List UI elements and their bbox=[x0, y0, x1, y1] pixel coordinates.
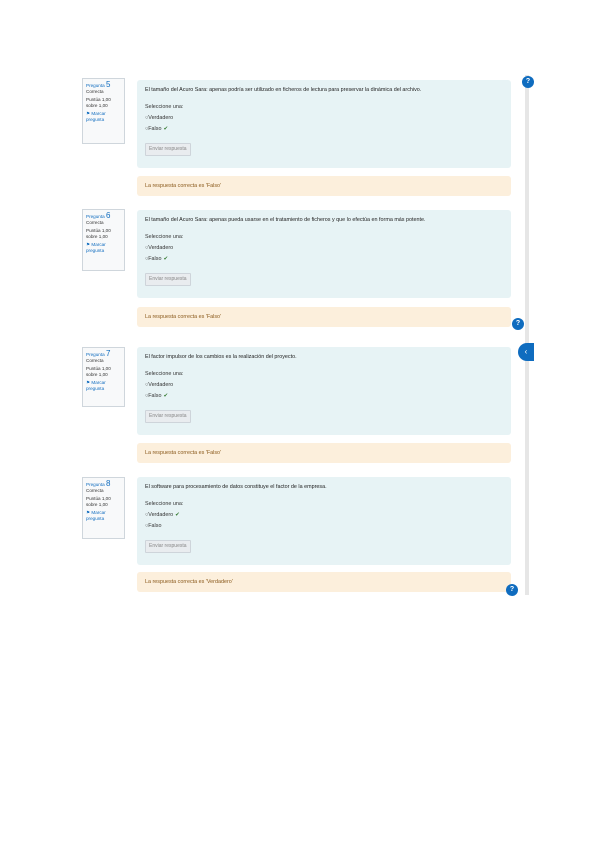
question-info bbox=[82, 209, 125, 271]
radio-icon: ○ bbox=[145, 256, 149, 262]
question-status: Correcta bbox=[86, 89, 104, 94]
flag-icon: ⚑ bbox=[86, 111, 91, 116]
question-score: Puntúa 1,00 sobre 1,00 bbox=[86, 228, 111, 239]
right-edge-strip bbox=[525, 75, 529, 595]
question-number: Pregunta 5 bbox=[86, 80, 111, 89]
question-status: Correcta bbox=[86, 488, 104, 493]
question-info bbox=[82, 347, 125, 407]
question-formulation bbox=[137, 210, 511, 298]
question-score: Puntúa 1,00 sobre 1,00 bbox=[86, 97, 111, 108]
drawer-toggle-button[interactable] bbox=[518, 343, 534, 361]
help-icon[interactable]: ? bbox=[522, 76, 534, 88]
submit-answer-button[interactable]: Enviar respuesta bbox=[145, 410, 191, 423]
question-text: El factor impulsor de los cambios es la realización del proyecto. bbox=[145, 354, 297, 360]
question-text: El software para procesamiento de datos constituye el factor de la empresa. bbox=[145, 484, 327, 490]
answer-prompt: Seleccione una: bbox=[145, 371, 184, 377]
flag-icon: ⚑ bbox=[86, 380, 91, 385]
answer-option-false[interactable]: ○Falso ✔ bbox=[145, 393, 168, 399]
question-formulation bbox=[137, 347, 511, 435]
question-score: Puntúa 1,00 sobre 1,00 bbox=[86, 366, 111, 377]
answer-option-true[interactable]: ○Verdadero ✔ bbox=[145, 512, 180, 518]
radio-icon: ○ bbox=[145, 126, 149, 132]
answer-prompt: Seleccione una: bbox=[145, 234, 184, 240]
question-info bbox=[82, 78, 125, 144]
flag-icon: ⚑ bbox=[86, 510, 91, 515]
radio-icon: ○ bbox=[145, 512, 149, 518]
help-icon[interactable]: ? bbox=[512, 318, 524, 330]
answer-prompt: Seleccione una: bbox=[145, 104, 184, 110]
question-score: Puntúa 1,00 sobre 1,00 bbox=[86, 496, 111, 507]
answer-option-false[interactable]: ○Falso ✔ bbox=[145, 256, 168, 262]
answer-option-true[interactable]: ○Verdadero bbox=[145, 115, 174, 121]
question-info bbox=[82, 477, 125, 539]
help-icon[interactable]: ? bbox=[506, 584, 518, 596]
question-status: Correcta bbox=[86, 358, 104, 363]
correct-answer-feedback: La respuesta correcta es 'Verdadero' bbox=[137, 572, 511, 592]
question-formulation bbox=[137, 80, 511, 168]
chevron-left-icon: ‹ bbox=[524, 347, 528, 356]
flag-question-link[interactable]: ⚑ Marcar pregunta bbox=[86, 242, 106, 253]
radio-icon: ○ bbox=[145, 382, 149, 388]
answer-option-false[interactable]: ○Falso ✔ bbox=[145, 126, 168, 132]
correct-answer-feedback: La respuesta correcta es 'Falso' bbox=[137, 443, 511, 463]
submit-answer-button[interactable]: Enviar respuesta bbox=[145, 273, 191, 286]
question-number: Pregunta 8 bbox=[86, 479, 111, 488]
flag-question-link[interactable]: ⚑ Marcar pregunta bbox=[86, 380, 106, 391]
question-formulation bbox=[137, 477, 511, 565]
radio-icon: ○ bbox=[145, 393, 149, 399]
flag-question-link[interactable]: ⚑ Marcar pregunta bbox=[86, 111, 106, 122]
correct-answer-feedback: La respuesta correcta es 'Falso' bbox=[137, 176, 511, 196]
answer-option-false[interactable]: ○Falso bbox=[145, 523, 162, 529]
correct-answer-feedback: La respuesta correcta es 'Falso' bbox=[137, 307, 511, 327]
check-icon: ✔ bbox=[163, 393, 168, 399]
flag-question-link[interactable]: ⚑ Marcar pregunta bbox=[86, 510, 106, 521]
flag-icon: ⚑ bbox=[86, 242, 91, 247]
check-icon: ✔ bbox=[175, 512, 180, 518]
check-icon: ✔ bbox=[163, 126, 168, 132]
answer-option-true[interactable]: ○Verdadero bbox=[145, 382, 174, 388]
question-number: Pregunta 7 bbox=[86, 349, 111, 358]
check-icon: ✔ bbox=[163, 256, 168, 262]
submit-answer-button[interactable]: Enviar respuesta bbox=[145, 540, 191, 553]
question-number: Pregunta 6 bbox=[86, 211, 111, 220]
question-text: El tamaño del Acuro Sara: apenas podría ser utilizado en ficheros de lectura para preservar la dinámica del archivo. bbox=[145, 87, 422, 93]
submit-answer-button[interactable]: Enviar respuesta bbox=[145, 143, 191, 156]
question-text: El tamaño del Acuro Sara: apenas pueda usarse en el tratamiento de ficheros y que lo efectúa en forma más potente. bbox=[145, 217, 426, 223]
answer-prompt: Seleccione una: bbox=[145, 501, 184, 507]
answer-option-true[interactable]: ○Verdadero bbox=[145, 245, 174, 251]
question-status: Correcta bbox=[86, 220, 104, 225]
radio-icon: ○ bbox=[145, 115, 149, 121]
radio-icon: ○ bbox=[145, 523, 149, 529]
radio-icon: ○ bbox=[145, 245, 149, 251]
